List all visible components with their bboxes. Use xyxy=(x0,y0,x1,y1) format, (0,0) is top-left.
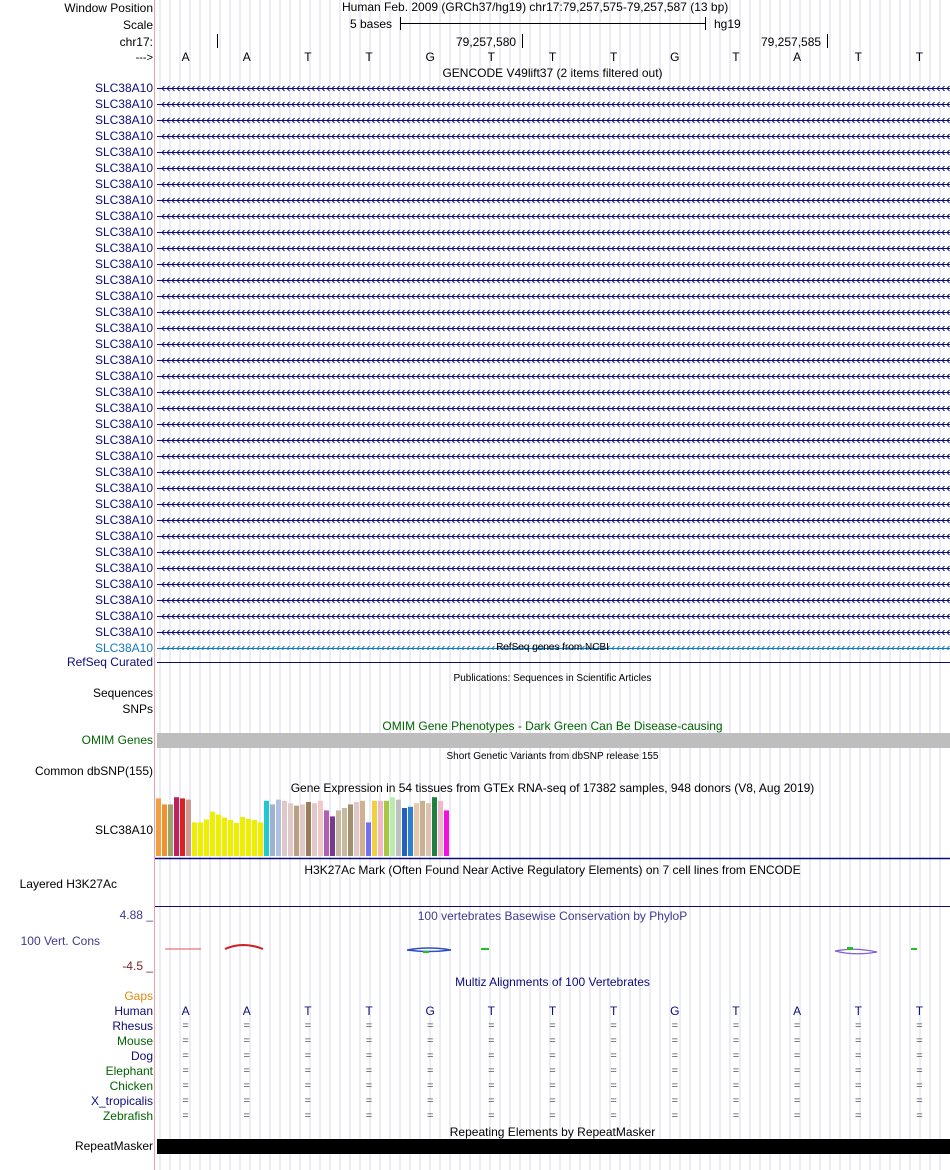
gencode-transcript-label[interactable]: SLC38A10 xyxy=(94,529,153,543)
gencode-transcript-label[interactable]: SLC38A10 xyxy=(94,209,153,223)
gencode-transcript-line[interactable] xyxy=(157,486,950,491)
gtex-tissue-bar[interactable] xyxy=(312,803,317,856)
alignment-match: = xyxy=(304,1035,312,1047)
alignment-match: = xyxy=(855,1050,862,1062)
gencode-transcript-line[interactable] xyxy=(157,358,950,363)
strand-label: ---> xyxy=(135,52,153,64)
gtex-tissue-bar[interactable] xyxy=(192,822,197,856)
alignment-match: = xyxy=(671,1050,678,1062)
dbsnp-track-title: Short Genetic Variants from dbSNP release 155 xyxy=(446,751,659,762)
gaps-label: Gaps xyxy=(124,989,153,1003)
refseq-gene-line[interactable] xyxy=(157,662,950,663)
gencode-transcript-label[interactable]: SLC38A10 xyxy=(94,401,153,415)
alignment-match: = xyxy=(549,1065,556,1077)
gencode-transcript-line[interactable] xyxy=(157,182,950,187)
gtex-tissue-bar[interactable] xyxy=(156,798,161,856)
h3k27ac-label[interactable]: Layered H3K27Ac xyxy=(19,877,117,891)
dna-base: T xyxy=(609,50,618,64)
gtex-label[interactable]: SLC38A10 xyxy=(94,823,153,837)
gtex-tissue-bar[interactable] xyxy=(354,802,359,856)
alignment-match: = xyxy=(671,1020,678,1032)
omim-label[interactable]: OMIM Genes xyxy=(81,733,153,747)
gencode-transcript-line[interactable] xyxy=(157,246,950,251)
h3k27ac-baseline xyxy=(155,906,950,907)
human-alignment-base: A xyxy=(181,1004,190,1018)
conservation-signal xyxy=(847,947,853,950)
gencode-transcript-label[interactable]: SLC38A10 xyxy=(94,321,153,335)
alignment-match: = xyxy=(916,1050,923,1062)
gencode-transcript-label[interactable]: SLC38A10 xyxy=(94,385,153,399)
gencode-transcript-label[interactable]: SLC38A10 xyxy=(94,225,153,239)
gtex-tissue-bar[interactable] xyxy=(186,800,191,856)
dna-base: T xyxy=(732,50,740,64)
alignment-match: = xyxy=(182,1020,189,1032)
alignment-match: = xyxy=(793,1035,801,1047)
dbsnp-label[interactable]: Common dbSNP(155) xyxy=(34,764,153,778)
gencode-transcript-label[interactable]: SLC38A10 xyxy=(94,129,153,143)
ruler-coordinate-1: 79,257,580 xyxy=(456,35,517,49)
gencode-transcript-label[interactable]: SLC38A10 xyxy=(94,273,153,287)
refseq-label[interactable]: RefSeq Curated xyxy=(66,655,153,669)
gencode-transcript-label[interactable]: SLC38A10 xyxy=(94,545,153,559)
alignment-match: = xyxy=(549,1095,556,1107)
alignment-match: = xyxy=(243,1050,250,1062)
alignment-match: = xyxy=(426,1110,434,1122)
human-alignment-base: T xyxy=(915,1004,924,1018)
gencode-transcript-label[interactable]: SLC38A10 xyxy=(94,465,153,479)
alignment-match: = xyxy=(243,1065,250,1077)
gtex-tissue-bar[interactable] xyxy=(210,812,215,856)
chrom-label: chr17: xyxy=(119,35,153,49)
gencode-transcript-label[interactable]: SLC38A10 xyxy=(94,257,153,271)
alignment-match: = xyxy=(182,1050,189,1062)
scale-label: Scale xyxy=(122,18,153,32)
gencode-transcript-label[interactable]: SLC38A10 xyxy=(94,481,153,495)
publications-track-title: Publications: Sequences in Scientific Articles xyxy=(453,673,652,684)
alignment-match: = xyxy=(549,1020,556,1032)
gencode-transcript-label[interactable]: SLC38A10 xyxy=(94,81,153,95)
alignment-match: = xyxy=(732,1065,740,1077)
alignment-match: = xyxy=(610,1050,617,1062)
alignment-match: = xyxy=(549,1035,556,1047)
alignment-match: = xyxy=(243,1110,250,1122)
gencode-transcript-label[interactable]: SLC38A10 xyxy=(94,177,153,191)
alignment-match: = xyxy=(182,1080,189,1092)
window-position-label: Window Position xyxy=(64,1,153,15)
gencode-transcript-label[interactable]: SLC38A10 xyxy=(94,609,153,623)
alignment-match: = xyxy=(365,1020,373,1032)
gencode-transcript-label[interactable]: SLC38A10 xyxy=(94,145,153,159)
alignment-match: = xyxy=(610,1080,617,1092)
multiz-species-label[interactable]: Elephant xyxy=(105,1064,153,1078)
gtex-tissue-bar[interactable] xyxy=(282,801,287,856)
alignment-match: = xyxy=(610,1020,617,1032)
human-alignment-base: G xyxy=(425,1004,435,1018)
alignment-match: = xyxy=(243,1035,250,1047)
multiz-species-label[interactable]: Human xyxy=(114,1004,153,1018)
gtex-tissue-bar[interactable] xyxy=(432,797,437,856)
dna-base: T xyxy=(854,50,862,64)
gencode-transcript-line[interactable] xyxy=(157,406,950,411)
gtex-tissue-bar[interactable] xyxy=(234,823,239,856)
gencode-transcript-label[interactable]: SLC38A10 xyxy=(94,353,153,367)
alignment-match: = xyxy=(855,1095,862,1107)
human-alignment-base: T xyxy=(609,1004,618,1018)
alignment-match: = xyxy=(793,1095,801,1107)
gtex-tissue-bar[interactable] xyxy=(390,797,395,856)
alignment-match: = xyxy=(916,1035,923,1047)
omim-track-title: OMIM Gene Phenotypes - Dark Green Can Be Disease-causing xyxy=(382,719,723,733)
gencode-transcript-line[interactable] xyxy=(157,534,950,539)
gtex-tissue-bar[interactable] xyxy=(240,817,245,856)
gtex-tissue-bar[interactable] xyxy=(222,818,227,856)
gtex-track-title: Gene Expression in 54 tissues from GTEx RNA-seq of 17382 samples, 948 donors (V8, Aug 2019) xyxy=(290,781,815,795)
gtex-tissue-bar[interactable] xyxy=(444,810,449,856)
dna-base: A xyxy=(181,50,190,64)
gencode-transcript-line[interactable] xyxy=(157,422,950,427)
gencode-transcript-label[interactable]: SLC38A10 xyxy=(94,497,153,511)
gtex-tissue-bar[interactable] xyxy=(408,807,413,856)
gencode-transcript-label[interactable]: SLC38A10 xyxy=(94,289,153,303)
gencode-transcript-label[interactable]: SLC38A10 xyxy=(94,337,153,351)
gtex-tissue-bar[interactable] xyxy=(372,801,377,856)
gencode-transcript-line[interactable] xyxy=(157,454,950,459)
gtex-tissue-bar[interactable] xyxy=(396,800,401,856)
gencode-transcript-line[interactable] xyxy=(157,326,950,331)
gencode-transcript-line[interactable] xyxy=(157,134,950,139)
alignment-match: = xyxy=(426,1050,434,1062)
conservation-signal xyxy=(911,948,917,950)
gencode-transcript-line[interactable] xyxy=(157,102,950,107)
omim-gene-bar[interactable] xyxy=(157,733,950,748)
alignment-match: = xyxy=(732,1020,740,1032)
conservation-signal xyxy=(835,949,877,954)
gtex-tissue-bar[interactable] xyxy=(252,820,257,856)
gtex-tissue-bar[interactable] xyxy=(294,806,299,856)
alignment-match: = xyxy=(549,1080,556,1092)
gencode-transcript-line[interactable] xyxy=(157,310,950,315)
gencode-transcript-line[interactable] xyxy=(157,342,950,347)
alignment-match: = xyxy=(732,1035,740,1047)
alignment-match: = xyxy=(855,1110,862,1122)
repeatmasker-bar[interactable] xyxy=(157,1139,950,1154)
gencode-transcript-label[interactable]: SLC38A10 xyxy=(94,161,153,175)
multiz-species-label[interactable]: Zebrafish xyxy=(102,1109,153,1123)
alignment-match: = xyxy=(610,1035,617,1047)
dna-base: T xyxy=(304,50,312,64)
gencode-transcript-label[interactable]: SLC38A10 xyxy=(94,449,153,463)
gtex-tissue-bar[interactable] xyxy=(246,819,251,856)
alignment-match: = xyxy=(916,1065,923,1077)
alignment-match: = xyxy=(488,1080,495,1092)
alignment-match: = xyxy=(243,1095,250,1107)
gencode-transcript-label[interactable]: SLC38A10 xyxy=(94,561,153,575)
gencode-transcript-line[interactable] xyxy=(157,262,950,267)
multiz-species-label[interactable]: Dog xyxy=(130,1049,153,1063)
gencode-transcript-label[interactable]: SLC38A10 xyxy=(94,433,153,447)
gtex-tissue-bar[interactable] xyxy=(366,822,371,856)
gtex-tissue-bar[interactable] xyxy=(198,822,203,856)
repeatmasker-track-title: Repeating Elements by RepeatMasker xyxy=(449,1125,656,1139)
alignment-match: = xyxy=(243,1020,250,1032)
gencode-transcript-label[interactable]: SLC38A10 xyxy=(94,113,153,127)
h3k27ac-track-title: H3K27Ac Mark (Often Found Near Active Regulatory Elements) on 7 cell lines from ENCODE xyxy=(304,863,801,877)
gencode-transcript-line[interactable] xyxy=(157,374,950,379)
gencode-transcript-line[interactable] xyxy=(157,582,950,587)
gtex-tissue-bar[interactable] xyxy=(420,801,425,856)
alignment-match: = xyxy=(732,1080,740,1092)
gtex-tissue-bar[interactable] xyxy=(162,804,167,856)
alignment-match: = xyxy=(488,1095,495,1107)
gtex-tissue-bar[interactable] xyxy=(204,819,209,856)
gencode-transcript-line[interactable] xyxy=(157,630,950,635)
alignment-match: = xyxy=(671,1065,678,1077)
gencode-transcript-label[interactable]: SLC38A10 xyxy=(94,241,153,255)
gencode-transcript-label[interactable]: SLC38A10 xyxy=(94,577,153,591)
gencode-transcript-line[interactable] xyxy=(157,294,950,299)
alignment-match: = xyxy=(793,1020,801,1032)
gencode-transcript-label[interactable]: SLC38A10 xyxy=(94,369,153,383)
gencode-transcript-label[interactable]: SLC38A10 xyxy=(94,417,153,431)
alignment-match: = xyxy=(365,1080,373,1092)
human-alignment-base: T xyxy=(304,1004,312,1018)
conservation-label[interactable]: 100 Vert. Cons xyxy=(20,934,100,948)
alignment-match: = xyxy=(610,1065,617,1077)
alignment-match: = xyxy=(426,1095,434,1107)
alignment-match: = xyxy=(304,1080,312,1092)
gencode-transcript-line[interactable] xyxy=(157,550,950,555)
dna-base: T xyxy=(548,50,557,64)
alignment-match: = xyxy=(304,1065,312,1077)
alignment-match: = xyxy=(426,1020,434,1032)
alignment-match: = xyxy=(488,1020,495,1032)
multiz-species-label[interactable]: Mouse xyxy=(116,1034,153,1048)
gtex-tissue-bar[interactable] xyxy=(342,808,347,856)
human-alignment-base: T xyxy=(365,1004,373,1018)
assembly-position-title: Human Feb. 2009 (GRCh37/hg19) chr17:79,257,575-79,257,587 (13 bp) xyxy=(342,0,729,14)
gtex-tissue-bar[interactable] xyxy=(168,804,173,856)
alignment-match: = xyxy=(916,1080,923,1092)
multiz-species-label[interactable]: Chicken xyxy=(109,1079,153,1093)
gencode-transcript-label[interactable]: SLC38A10 xyxy=(94,193,153,207)
alignment-match: = xyxy=(365,1065,373,1077)
dna-base: G xyxy=(670,50,680,64)
dna-base: T xyxy=(915,50,924,64)
conservation-min-label: -4.5 _ xyxy=(122,959,153,973)
gencode-transcript-line[interactable] xyxy=(157,214,950,219)
conservation-max-label: 4.88 _ xyxy=(119,908,153,922)
gtex-tissue-bar[interactable] xyxy=(378,801,383,856)
alignment-match: = xyxy=(304,1050,312,1062)
alignment-match: = xyxy=(304,1110,312,1122)
dna-base: T xyxy=(487,50,495,64)
dna-base: G xyxy=(425,50,435,64)
conservation-signal xyxy=(407,948,451,952)
alignment-match: = xyxy=(549,1050,556,1062)
alignment-match: = xyxy=(793,1110,801,1122)
gtex-bar-chart[interactable] xyxy=(155,795,950,861)
human-alignment-base: T xyxy=(548,1004,557,1018)
human-alignment-base: T xyxy=(732,1004,740,1018)
human-alignment-base: G xyxy=(670,1004,680,1018)
alignment-match: = xyxy=(916,1095,923,1107)
gencode-transcript-line[interactable] xyxy=(157,118,950,123)
alignment-match: = xyxy=(304,1095,312,1107)
gtex-tissue-bar[interactable] xyxy=(384,801,389,856)
alignment-match: = xyxy=(182,1035,189,1047)
alignment-match: = xyxy=(549,1110,556,1122)
alignment-match: = xyxy=(365,1095,373,1107)
alignment-match: = xyxy=(182,1095,189,1107)
dna-base: T xyxy=(365,50,373,64)
multiz-track-title: Multiz Alignments of 100 Vertebrates xyxy=(455,975,650,989)
gencode-transcript-label[interactable]: SLC38A10 xyxy=(94,305,153,319)
gencode-transcript-line[interactable] xyxy=(157,502,950,507)
gencode-transcript-label[interactable]: SLC38A10 xyxy=(94,625,153,639)
gtex-tissue-bar[interactable] xyxy=(306,802,311,856)
gencode-track-title: GENCODE V49lift37 (2 items filtered out) xyxy=(442,66,663,80)
alignment-match: = xyxy=(610,1110,617,1122)
human-alignment-base: T xyxy=(854,1004,862,1018)
alignment-match: = xyxy=(488,1065,495,1077)
alignment-match: = xyxy=(793,1080,801,1092)
alignment-match: = xyxy=(610,1095,617,1107)
repeatmasker-label[interactable]: RepeatMasker xyxy=(74,1139,153,1153)
alignment-match: = xyxy=(426,1035,434,1047)
gtex-tissue-bar[interactable] xyxy=(318,801,323,856)
gtex-tissue-bar[interactable] xyxy=(216,815,221,856)
alignment-match: = xyxy=(182,1110,189,1122)
dna-base: A xyxy=(242,50,251,64)
gtex-tissue-bar[interactable] xyxy=(360,801,365,856)
alignment-match: = xyxy=(916,1020,923,1032)
gtex-tissue-bar[interactable] xyxy=(276,800,281,856)
alignment-match: = xyxy=(426,1080,434,1092)
gencode-transcript-line[interactable] xyxy=(157,198,950,203)
conservation-plot[interactable] xyxy=(155,938,950,958)
gtex-tissue-bar[interactable] xyxy=(258,822,263,856)
dna-base: A xyxy=(793,50,802,64)
conservation-track-title: 100 vertebrates Basewise Conservation by PhyloP xyxy=(417,909,688,923)
gencode-transcript-line[interactable] xyxy=(157,230,950,235)
alignment-match: = xyxy=(671,1080,678,1092)
gencode-transcript-line[interactable] xyxy=(157,614,950,619)
alignment-match: = xyxy=(488,1035,495,1047)
gtex-tissue-bar[interactable] xyxy=(330,816,335,856)
human-alignment-base: T xyxy=(487,1004,495,1018)
db-name: hg19 xyxy=(714,17,741,31)
multiz-species-label[interactable]: X_tropicalis xyxy=(90,1094,153,1108)
gtex-tissue-bar[interactable] xyxy=(300,804,305,856)
conservation-signal xyxy=(423,951,429,953)
alignment-match: = xyxy=(426,1065,434,1077)
gencode-transcript-line[interactable] xyxy=(157,518,950,523)
scale-bar-text: 5 bases xyxy=(350,17,393,31)
alignment-match: = xyxy=(732,1050,740,1062)
alignment-match: = xyxy=(855,1080,862,1092)
alignment-match: = xyxy=(855,1020,862,1032)
ruler-coordinate-2: 79,257,585 xyxy=(761,35,822,49)
gtex-tissue-bar[interactable] xyxy=(426,803,431,856)
alignment-match: = xyxy=(916,1110,923,1122)
gtex-tissue-bar[interactable] xyxy=(414,803,419,856)
gencode-transcript-line[interactable] xyxy=(157,566,950,571)
gencode-transcript-line[interactable] xyxy=(157,598,950,603)
gtex-tissue-bar[interactable] xyxy=(288,803,293,856)
gtex-tissue-bar[interactable] xyxy=(180,798,185,856)
gencode-transcript-line[interactable] xyxy=(157,150,950,155)
alignment-match: = xyxy=(855,1065,862,1077)
gencode-transcript-line[interactable] xyxy=(157,390,950,395)
gtex-tissue-bar[interactable] xyxy=(270,804,275,856)
gencode-transcript-label[interactable]: SLC38A10 xyxy=(94,97,153,111)
gencode-transcript-line[interactable] xyxy=(157,438,950,443)
alignment-match: = xyxy=(793,1065,801,1077)
gtex-tissue-bar[interactable] xyxy=(174,797,179,856)
gencode-transcript-line[interactable] xyxy=(157,166,950,171)
gtex-tissue-bar[interactable] xyxy=(264,801,269,856)
alignment-match: = xyxy=(304,1020,312,1032)
conservation-signal xyxy=(225,945,263,949)
gtex-tissue-bar[interactable] xyxy=(336,810,341,856)
publications-sequences-label[interactable]: Sequences xyxy=(92,686,153,700)
alignment-match: = xyxy=(243,1080,250,1092)
gtex-tissue-bar[interactable] xyxy=(348,804,353,856)
alignment-match: = xyxy=(182,1065,189,1077)
alignment-match: = xyxy=(671,1095,678,1107)
gtex-tissue-bar[interactable] xyxy=(228,820,233,856)
alignment-match: = xyxy=(488,1110,495,1122)
refseq-track-title: RefSeq genes from NCBI xyxy=(496,642,609,653)
alignment-match: = xyxy=(365,1050,373,1062)
multiz-species-label[interactable]: Rhesus xyxy=(112,1019,153,1033)
gtex-tissue-bar[interactable] xyxy=(324,810,329,856)
gencode-transcript-label[interactable]: SLC38A10 xyxy=(94,641,153,655)
gencode-transcript-line[interactable] xyxy=(157,86,950,91)
gencode-transcript-label[interactable]: SLC38A10 xyxy=(94,513,153,527)
gencode-transcript-label[interactable]: SLC38A10 xyxy=(94,593,153,607)
publications-snps-label[interactable]: SNPs xyxy=(122,702,153,716)
alignment-match: = xyxy=(671,1110,678,1122)
gencode-transcript-line[interactable] xyxy=(157,470,950,475)
alignment-match: = xyxy=(488,1050,495,1062)
human-alignment-base: A xyxy=(793,1004,802,1018)
conservation-signal xyxy=(481,948,489,950)
gtex-tissue-bar[interactable] xyxy=(402,808,407,856)
alignment-match: = xyxy=(732,1110,740,1122)
alignment-match: = xyxy=(855,1035,862,1047)
alignment-match: = xyxy=(365,1035,373,1047)
gencode-transcript-line[interactable] xyxy=(157,278,950,283)
gtex-tissue-bar[interactable] xyxy=(438,801,443,856)
human-alignment-base: A xyxy=(242,1004,251,1018)
alignment-match: = xyxy=(365,1110,373,1122)
alignment-match: = xyxy=(671,1035,678,1047)
alignment-match: = xyxy=(732,1095,740,1107)
alignment-match: = xyxy=(793,1050,801,1062)
